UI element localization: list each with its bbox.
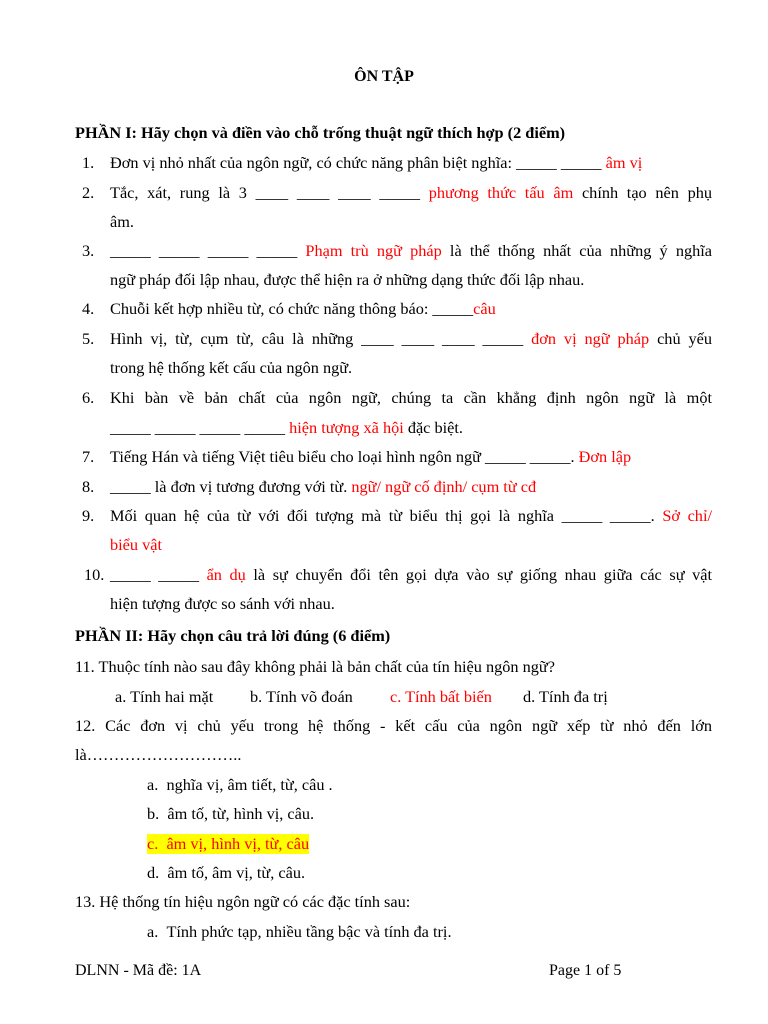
question-line: âm. — [110, 212, 134, 231]
question-line: trong hệ thống kết cấu của ngôn ngữ. — [110, 358, 353, 377]
answer-text: hiện tượng xã hội — [289, 418, 404, 437]
q12-option-a: a. nghĩa vị, âm tiết, từ, câu . — [147, 775, 333, 794]
question-line: hiện tượng được so sánh với nhau. — [110, 594, 335, 613]
answer-text: câu — [473, 299, 496, 318]
answer-text: âm vị — [605, 153, 643, 172]
item-number: 6. — [82, 388, 95, 407]
item-number: 10. — [84, 565, 105, 584]
question-line: _____ là đơn vị tương đương với từ. ngữ/ ngữ cố định/ cụm từ cđ — [110, 477, 537, 496]
page-title: ÔN TẬP — [354, 68, 414, 85]
item-number: 2. — [82, 183, 95, 202]
part1-heading: PHẦN I: Hãy chọn và điền vào chỗ trống thuật ngữ thích hợp (2 điểm) — [75, 123, 566, 142]
part2-heading: PHẦN II: Hãy chọn câu trả lời đúng (6 điểm) — [75, 626, 391, 645]
item-number: 3. — [82, 241, 95, 260]
footer-page-number: Page 1 of 5 — [549, 962, 622, 979]
question-line: Chuỗi kết hợp nhiều từ, có chức năng thông báo: _____câu — [110, 299, 496, 318]
answer-text: Sở chỉ/ — [662, 506, 712, 525]
item-number: 9. — [82, 506, 95, 525]
answer-text: Phạm trù ngữ pháp — [305, 241, 442, 260]
question-line: Khi bàn về bản chất của ngôn ngữ, chúng ta cần khẳng định ngôn ngữ là một — [110, 388, 712, 407]
q12-option-d: d. âm tố, âm vị, từ, câu. — [147, 863, 306, 882]
question-13: 13. Hệ thống tín hiệu ngôn ngữ có các đặc tính sau: — [75, 892, 411, 911]
answer-text: đơn vị ngữ pháp — [531, 329, 650, 348]
question-line: Hình vị, từ, cụm từ, câu là những ____ ____ ____ _____ đơn vị ngữ pháp chủ yếu — [110, 329, 712, 348]
answer-text: ẩn dụ — [206, 565, 246, 584]
item-number: 1. — [82, 153, 95, 172]
question-line: Tắc, xát, rung là 3 ____ ____ ____ _____ phương thức tấu âm chính tạo nên phụ — [110, 183, 712, 202]
answer-text: biểu vật — [110, 535, 162, 554]
q13-option-a: a. Tính phức tạp, nhiều tầng bậc và tính đa trị. — [147, 922, 452, 941]
question-12-cont: là……………………….. — [75, 745, 242, 764]
question-line: Đơn vị nhỏ nhất của ngôn ngữ, có chức năng phân biệt nghĩa: _____ _____ âm vị — [110, 153, 643, 172]
answer-text: Đơn lập — [578, 447, 632, 466]
question-line: ngữ pháp đối lập nhau, được thể hiện ra ở những dạng thức đối lập nhau. — [110, 270, 585, 289]
q11-option-d: d. Tính đa trị — [523, 687, 608, 706]
question-line: _____ _____ _____ _____ hiện tượng xã hội đặc biệt. — [110, 418, 463, 437]
question-12: 12. Các đơn vị chủ yếu trong hệ thống - kết cấu của ngôn ngữ xếp từ nhỏ đến lớn — [75, 716, 712, 735]
question-line: Mối quan hệ của từ với đối tượng mà từ biểu thị gọi là nghĩa _____ _____. Sở chỉ/ — [110, 506, 712, 525]
q11-option-b: b. Tính võ đoán — [250, 687, 353, 706]
q12-option-c: c. âm vị, hình vị, từ, câu — [147, 834, 310, 853]
question-11: 11. Thuộc tính nào sau đây không phải là bản chất của tín hiệu ngôn ngữ? — [75, 657, 555, 676]
answer-text: phương thức tấu âm — [428, 183, 574, 202]
item-number: 5. — [82, 329, 95, 348]
item-number: 4. — [82, 299, 95, 318]
item-number: 7. — [82, 447, 95, 466]
question-line: Tiếng Hán và tiếng Việt tiêu biểu cho loại hình ngôn ngữ _____ _____. Đơn lập — [110, 447, 632, 466]
q11-option-a: a. Tính hai mặt — [115, 687, 214, 706]
footer-code: DLNN - Mã đề: 1A — [75, 962, 202, 979]
question-line: _____ _____ _____ _____ Phạm trù ngữ pháp là thể thống nhất của những ý nghĩa — [110, 241, 713, 260]
item-number: 8. — [82, 477, 95, 496]
question-line: _____ _____ ẩn dụ là sự chuyển đổi tên gọi dựa vào sự giống nhau giữa các sự vật — [110, 565, 713, 584]
q11-option-c: c. Tính bất biến — [390, 687, 492, 706]
q12-option-b: b. âm tố, từ, hình vị, câu. — [147, 804, 315, 823]
answer-text: ngữ/ ngữ cố định/ cụm từ cđ — [351, 477, 537, 496]
